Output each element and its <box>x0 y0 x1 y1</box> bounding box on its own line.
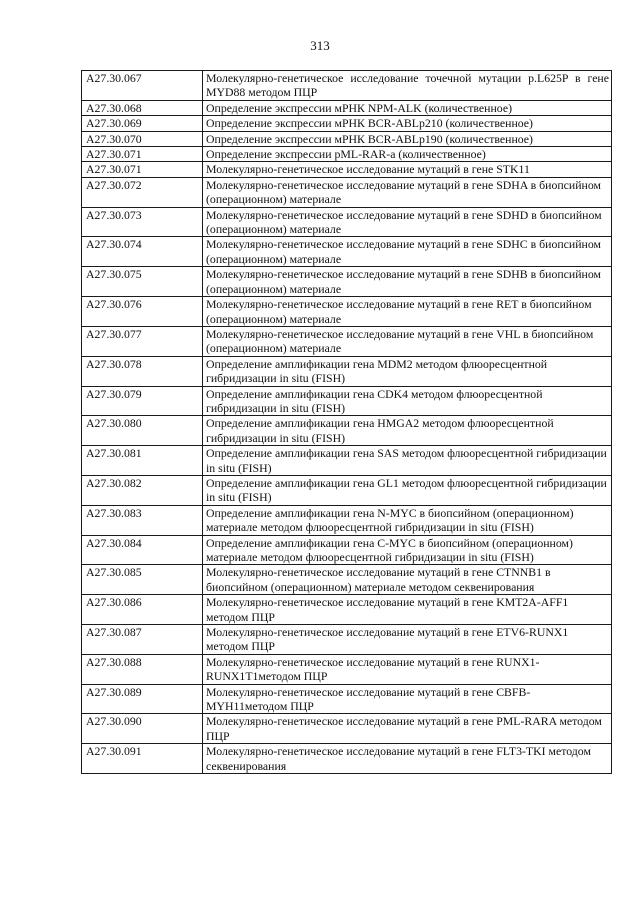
service-description-cell: Определение амплификации гена C-MYC в биопсийном (операционном) материале методом флюоресцентной гибридизации in situ (FISH) <box>203 535 612 565</box>
service-code-cell: A27.30.079 <box>82 386 203 416</box>
table-row <box>82 297 612 327</box>
service-description-cell: Определение амплификации гена N-MYC в биопсийном (операционном) материале методом флюоресцентной гибридизации in situ (FISH) <box>203 505 612 535</box>
service-code-cell: A27.30.084 <box>82 535 203 565</box>
service-description-cell: Молекулярно-генетическое исследование мутаций в гене SDHD в биопсийном (операционном) материале <box>203 207 612 237</box>
service-code-cell: A27.30.077 <box>82 326 203 356</box>
services-table <box>81 70 612 774</box>
service-description-cell: Молекулярно-генетическое исследование мутаций в гене CBFB-MYH11методом ПЦР <box>203 684 612 714</box>
service-code-cell: A27.30.088 <box>82 654 203 684</box>
service-description-cell: Молекулярно-генетическое исследование мутаций в гене CTNNB1 в биопсийном (операционном) материале методом секвенирования <box>203 565 612 595</box>
table-row <box>82 162 612 177</box>
service-code-cell: A27.30.071 <box>82 147 203 162</box>
service-code-cell: A27.30.089 <box>82 684 203 714</box>
service-description-cell: Определение амплификации гена SAS методом флюоресцентной гибридизации in situ (FISH) <box>203 446 612 476</box>
service-description-cell: Молекулярно-генетическое исследование мутаций в гене SDHB в биопсийном (операционном) материале <box>203 267 612 297</box>
services-table-body <box>82 71 612 774</box>
service-description-cell: Определение экспрессии мРНК BCR-ABLp210 (количественное) <box>203 116 612 131</box>
service-description-cell: Молекулярно-генетическое исследование мутаций в гене RET в биопсийном (операционном) материале <box>203 297 612 327</box>
service-description-cell: Определение экспрессии pML-RAR-a (количественное) <box>203 147 612 162</box>
service-description-cell: Определение экспрессии мРНК NPM-ALK (количественное) <box>203 100 612 115</box>
service-description-cell: Молекулярно-генетическое исследование мутаций в гене PML-RARA методом ПЦР <box>203 714 612 744</box>
page-number: 313 <box>310 38 330 53</box>
table-row <box>82 71 612 101</box>
service-code-cell: A27.30.067 <box>82 71 203 101</box>
service-code-cell: A27.30.072 <box>82 177 203 207</box>
service-description-cell: Определение амплификации гена CDK4 методом флюоресцентной гибридизации in situ (FISH) <box>203 386 612 416</box>
service-code-cell: A27.30.087 <box>82 625 203 655</box>
table-row <box>82 267 612 297</box>
table-row <box>82 386 612 416</box>
service-description-cell: Определение амплификации гена GL1 методом флюоресцентной гибридизации in situ (FISH) <box>203 475 612 505</box>
service-code-cell: A27.30.078 <box>82 356 203 386</box>
table-row <box>82 505 612 535</box>
service-code-cell: A27.30.081 <box>82 446 203 476</box>
table-row <box>82 207 612 237</box>
service-code-cell: A27.30.069 <box>82 116 203 131</box>
service-description-cell: Молекулярно-генетическое исследование мутаций в гене SDHC в биопсийном (операционном) материале <box>203 237 612 267</box>
service-code-cell: A27.30.080 <box>82 416 203 446</box>
service-description-cell: Молекулярно-генетическое исследование точечной мутации p.L625P в гене MYD88 методом ПЦР <box>203 71 612 101</box>
table-row <box>82 116 612 131</box>
service-description-cell: Определение амплификации гена HMGA2 методом флюоресцентной гибридизации in situ (FISH) <box>203 416 612 446</box>
service-code-cell: A27.30.070 <box>82 131 203 146</box>
service-description-cell: Молекулярно-генетическое исследование мутаций в гене SDHA в биопсийном (операционном) материале <box>203 177 612 207</box>
service-code-cell: A27.30.073 <box>82 207 203 237</box>
service-code-cell: A27.30.071 <box>82 162 203 177</box>
table-row <box>82 177 612 207</box>
services-table-container <box>81 70 611 774</box>
service-code-cell: A27.30.086 <box>82 595 203 625</box>
table-row <box>82 744 612 774</box>
table-row <box>82 714 612 744</box>
table-row <box>82 131 612 146</box>
service-description-cell: Молекулярно-генетическое исследование мутаций в гене RUNX1-RUNX1T1методом ПЦР <box>203 654 612 684</box>
table-row <box>82 684 612 714</box>
table-row <box>82 356 612 386</box>
table-row <box>82 654 612 684</box>
service-code-cell: A27.30.090 <box>82 714 203 744</box>
service-code-cell: A27.30.068 <box>82 100 203 115</box>
table-row <box>82 595 612 625</box>
table-row <box>82 416 612 446</box>
service-description-cell: Определение экспрессии мРНК BCR-ABLp190 (количественное) <box>203 131 612 146</box>
service-description-cell: Молекулярно-генетическое исследование мутаций в гене VHL в биопсийном (операционном) материале <box>203 326 612 356</box>
service-description-cell: Определение амплификации гена MDM2 методом флюоресцентной гибридизации in situ (FISH) <box>203 356 612 386</box>
service-code-cell: A27.30.075 <box>82 267 203 297</box>
table-row <box>82 625 612 655</box>
table-row <box>82 565 612 595</box>
table-row <box>82 326 612 356</box>
service-code-cell: A27.30.085 <box>82 565 203 595</box>
table-row <box>82 237 612 267</box>
service-code-cell: A27.30.074 <box>82 237 203 267</box>
service-description-cell: Молекулярно-генетическое исследование мутаций в гене STK11 <box>203 162 612 177</box>
table-row <box>82 535 612 565</box>
service-code-cell: A27.30.091 <box>82 744 203 774</box>
service-description-cell: Молекулярно-генетическое исследование мутаций в гене KMT2A-AFF1 методом ПЦР <box>203 595 612 625</box>
table-row <box>82 100 612 115</box>
table-row <box>82 446 612 476</box>
table-row <box>82 147 612 162</box>
service-description-cell: Молекулярно-генетическое исследование мутаций в гене ETV6-RUNX1 методом ПЦР <box>203 625 612 655</box>
service-code-cell: A27.30.083 <box>82 505 203 535</box>
service-code-cell: A27.30.076 <box>82 297 203 327</box>
table-row <box>82 475 612 505</box>
service-code-cell: A27.30.082 <box>82 475 203 505</box>
service-description-cell: Молекулярно-генетическое исследование мутаций в гене FLT3-TKI методом секвенирования <box>203 744 612 774</box>
